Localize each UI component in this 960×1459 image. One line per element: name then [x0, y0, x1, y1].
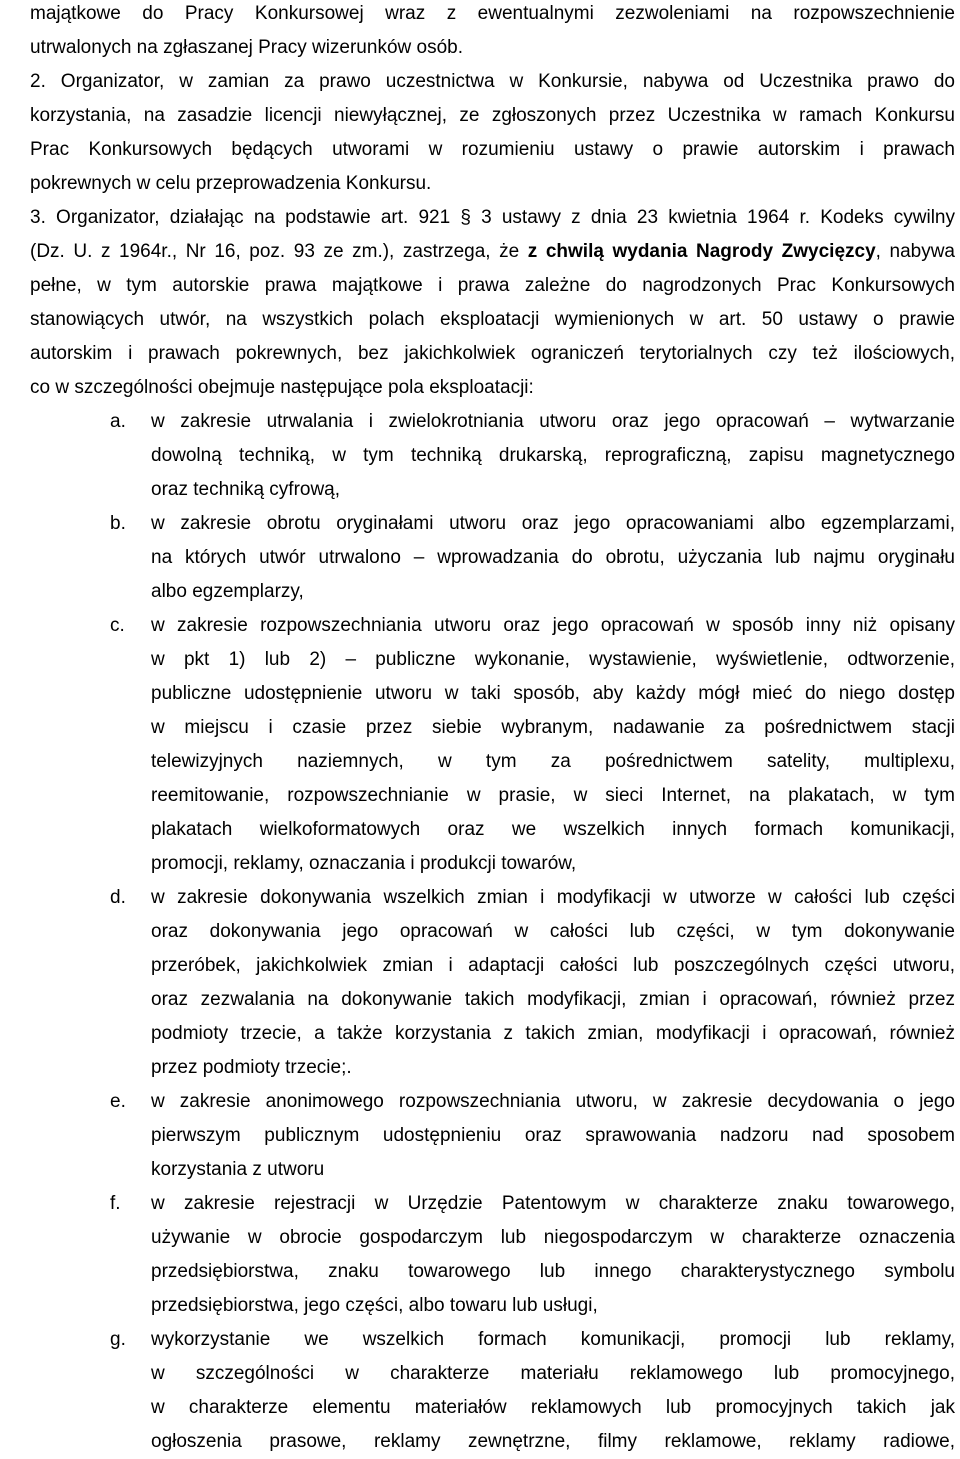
text-line: [30, 201, 955, 235]
text-segment: (Dz. U. z 1964r., Nr 16, poz. 93 ze zm.), zastrzega, że: [30, 241, 528, 262]
text-line: utrwalonych na zgłaszanej Pracy wizerunków osób.: [30, 37, 463, 58]
list-marker: g.: [110, 1329, 126, 1350]
list-item: [30, 1323, 955, 1459]
list-marker: e.: [110, 1091, 126, 1112]
text-line: przedsiębiorstwa, znaku towarowego lub innego charakterystycznego symbolu: [151, 1261, 955, 1282]
list-item: [30, 1187, 955, 1323]
text-line: pierwszym publicznym udostępnieniu oraz sprawowania nadzoru nad sposobem: [151, 1125, 955, 1146]
text-segment: Organizator, działając na podstawie art. 921 § 3 ustawy z dnia 23 kwietnia 1964 r. Kodeks cywilny: [56, 207, 955, 228]
text-line: korzystania z utworu: [151, 1159, 325, 1180]
list-marker: a.: [110, 411, 126, 432]
list-item: [30, 881, 955, 1085]
text-line: w zakresie dokonywania wszelkich zmian i modyfikacji w utworze w całości lub części: [151, 887, 955, 908]
text-line: ogłoszenia prasowe, reklamy zewnętrzne, filmy reklamowe, reklamy radiowe,: [151, 1431, 955, 1452]
text-line: w zakresie anonimowego rozpowszechniania utworu, w zakresie decydowania o jego: [151, 1091, 955, 1112]
list-item: [30, 1085, 955, 1187]
text-line: autorskim i prawach pokrewnych, bez jakichkolwiek ograniczeń terytorialnych czy też ilościowych,: [30, 343, 955, 364]
text-line: oraz dokonywania jego opracowań w całości lub części, w tym dokonywanie: [151, 921, 955, 942]
point-3-paragraph: [30, 201, 955, 405]
text-line: promocji, reklamy, oznaczania i produkcji towarów,: [151, 853, 577, 874]
text-line: na których utwór utrwalono – wprowadzania do obrotu, użyczania lub najmu oryginału: [151, 547, 955, 568]
list-marker: f.: [110, 1193, 121, 1214]
text-line: stanowiących utwór, na wszystkich polach eksploatacji wymienionych w art. 50 ustawy o prawie: [30, 309, 955, 330]
text-line: co w szczególności obejmuje następujące pola eksploatacji:: [30, 377, 534, 398]
point-number: 2.: [30, 71, 46, 92]
document-page: [30, 0, 955, 1459]
text-line: podmioty trzecie, a także korzystania z takich zmian, modyfikacji i opracowań, również: [151, 1023, 955, 1044]
exploitation-fields-list: [30, 405, 955, 1459]
list-item: [30, 609, 955, 881]
intro-paragraph: [30, 0, 955, 65]
text-line: w charakterze elementu materiałów reklamowych lub promocyjnych takich jak: [151, 1397, 955, 1418]
list-marker: b.: [110, 513, 126, 534]
text-line: oraz zezwalania na dokonywanie takich modyfikacji, zmian i opracowań, również przez: [151, 989, 955, 1010]
bold-text: z chwilą wydania Nagrody Zwycięzcy: [527, 241, 876, 262]
text-line: telewizyjnych naziemnych, w tym za pośrednictwem satelity, multiplexu,: [151, 751, 955, 772]
text-line: przez podmioty trzecie;.: [151, 1057, 352, 1078]
list-marker: d.: [110, 887, 126, 908]
text-line: Prac Konkursowych będących utworami w rozumieniu ustawy o prawie autorskim i prawach: [30, 139, 955, 160]
text-line: albo egzemplarzy,: [151, 581, 304, 602]
list-item: [30, 507, 955, 609]
text-line: w zakresie rozpowszechniania utworu oraz jego opracowań w sposób inny niż opisany: [151, 615, 955, 636]
text-line: korzystania, na zasadzie licencji niewyłącznej, ze zgłoszonych przez Uczestnika w ramach Konkursu: [30, 105, 955, 126]
text-line: w zakresie utrwalania i zwielokrotniania utworu oraz jego opracowań – wytwarzanie: [151, 411, 955, 432]
text-line: majątkowe do Pracy Konkursowej wraz z ewentualnymi zezwoleniami na rozpowszechnienie: [30, 3, 955, 24]
text-line: plakatach wielkoformatowych oraz we wszelkich innych formach komunikacji,: [151, 819, 955, 840]
text-segment: , nabywa: [875, 241, 955, 262]
point-number: 3.: [30, 207, 46, 228]
list-item: [30, 405, 955, 507]
text-line: w zakresie obrotu oryginałami utworu oraz jego opracowaniami albo egzemplarzami,: [151, 513, 955, 534]
text-line: wykorzystanie we wszelkich formach komunikacji, promocji lub reklamy,: [151, 1329, 955, 1350]
text-line: przeróbek, jakichkolwiek zmian i adaptacji całości lub poszczególnych części utworu,: [151, 955, 955, 976]
text-line: reemitowanie, rozpowszechnianie w prasie, w sieci Internet, na plakatach, w tym: [151, 785, 955, 806]
text-line: używanie w obrocie gospodarczym lub niegospodarczym w charakterze oznaczenia: [151, 1227, 955, 1248]
text-line: w pkt 1) lub 2) – publiczne wykonanie, wystawienie, wyświetlenie, odtworzenie,: [151, 649, 955, 670]
text-line: oraz techniką cyfrową,: [151, 479, 341, 500]
text-line: [30, 235, 955, 269]
text-line: [30, 65, 955, 99]
text-line: w szczególności w charakterze materiału reklamowego lub promocyjnego,: [151, 1363, 955, 1384]
text-line: pokrewnych w celu przeprowadzenia Konkursu.: [30, 173, 432, 194]
list-marker: c.: [110, 615, 125, 636]
text-line: w miejscu i czasie przez siebie wybranym, nadawanie za pośrednictwem stacji: [151, 717, 955, 738]
text-line: przedsiębiorstwa, jego części, albo towaru lub usługi,: [151, 1295, 598, 1316]
text-line: w zakresie rejestracji w Urzędzie Patentowym w charakterze znaku towarowego,: [151, 1193, 955, 1214]
text-line: pełne, w tym autorskie prawa majątkowe i prawa zależne do nagrodzonych Prac Konkursowych: [30, 275, 955, 296]
point-2-paragraph: [30, 65, 955, 201]
text-line: publiczne udostępnienie utworu w taki sposób, aby każdy mógł mieć do niego dostęp: [151, 683, 955, 704]
text-line: dowolną techniką, w tym techniką drukarską, reprograficzną, zapisu magnetycznego: [151, 445, 955, 466]
text-segment: Organizator, w zamian za prawo uczestnictwa w Konkursie, nabywa od Uczestnika prawo do: [60, 71, 955, 92]
